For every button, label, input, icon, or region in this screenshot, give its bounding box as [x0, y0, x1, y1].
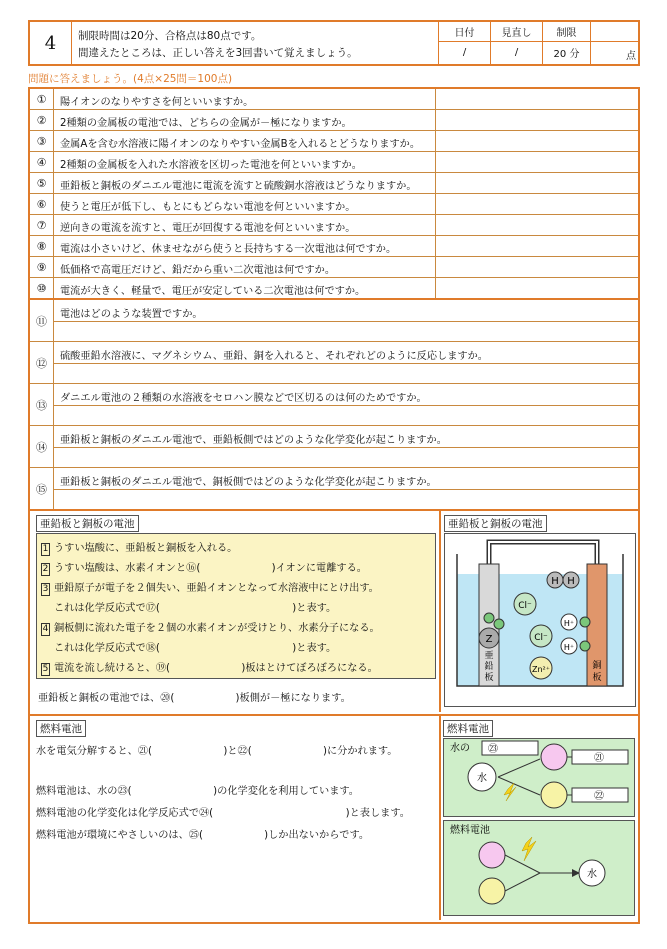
sheet-number: 4 — [30, 22, 72, 64]
question-row: ⑮ 亜鉛板と銅板のダニエル電池で、銅板側ではどのような化学変化が起こりますか。 — [30, 468, 638, 509]
answer-cell-8[interactable] — [435, 236, 638, 256]
instruction-text: 問題に答えましょう。(4点×25問＝100点) — [28, 73, 233, 85]
label-22: ㉒ — [594, 791, 604, 802]
h-atom-label-1: H — [551, 576, 559, 587]
date-header: 日付 — [438, 22, 490, 41]
header-instructions — [78, 28, 438, 62]
electrolysis-diagram — [443, 738, 635, 817]
question-row: ⑬ ダニエル電池の２種類の水溶液をセロハン膜などで区切るのは何のためですか。 — [30, 384, 638, 426]
answer-cell-4[interactable] — [435, 152, 638, 172]
label-21: ㉑ — [594, 753, 604, 764]
answer-cell-1[interactable] — [435, 89, 638, 109]
step-4: 4 銅板側に流れた電子を２個の水素イオンが受けとり、水素分子になる。 — [42, 623, 380, 634]
question-row: ⑪ 電池はどのような装置ですか。 — [30, 300, 638, 342]
limit-value: 20 分 — [542, 41, 590, 64]
question-row: ⑥ 使うと電圧が低下し、もとにもどらない電池を何といいますか。 — [30, 194, 638, 215]
fuel-line-2[interactable]: 燃料電池は、水の㉓( )の化学変化を利用しています。 — [36, 786, 359, 797]
answer-cell-10[interactable] — [435, 278, 638, 298]
battery-steps-box — [36, 533, 436, 679]
zinc-label-3: 板 — [484, 673, 494, 683]
points-label: 点 — [626, 51, 636, 62]
battery-diagram-svg — [445, 534, 635, 706]
answer-cell-13[interactable] — [54, 405, 638, 425]
answer-cell-14[interactable] — [54, 447, 638, 467]
question-row: ⑦ 逆向きの電流を流すと、電圧が回復する電池を何といいますか。 — [30, 215, 638, 236]
battery-diagram-title: 亜鉛板と銅板の電池 — [444, 515, 547, 532]
header-box — [28, 20, 640, 66]
step-5[interactable]: 5 電流を流し続けると、⑲( )板はとけてぼろぼろになる。 — [42, 663, 378, 674]
answer-cell-7[interactable] — [435, 215, 638, 235]
copper-label-2: 板 — [592, 673, 602, 683]
answer-cell-12[interactable] — [54, 363, 638, 383]
review-text: 間違えたところは、正しい答えを3回書いて覚えましょう。 — [78, 47, 358, 59]
water-label: 水 — [477, 773, 487, 784]
step-3: 3 亜鉛原子が電子を２個失い、亜鉛イオンとなって水溶液中にとけ出す。 — [42, 583, 379, 594]
answer-cell-3[interactable] — [435, 131, 638, 151]
question-row: ① 陽イオンのなりやすさを何といいますか。 — [30, 89, 638, 110]
answer-cell-6[interactable] — [435, 194, 638, 214]
question-row: ⑫ 硫酸亜鉛水溶液に、マグネシウム、亜鉛、銅を入れると、それぞれどのように反応しますか。 — [30, 342, 638, 384]
questions-box — [28, 87, 640, 511]
date-value[interactable]: / — [438, 41, 490, 64]
limit-header: 制限 — [542, 22, 590, 41]
fuel-diagram-title: 燃料電池 — [443, 720, 493, 737]
question-row: ⑭ 亜鉛板と銅板のダニエル電池で、亜鉛板側ではどのような化学変化が起こりますか。 — [30, 426, 638, 468]
fuel-line-3[interactable]: 燃料電池の化学変化は化学反応式で㉔( )と表します。 — [36, 808, 410, 819]
answer-cell-2[interactable] — [435, 110, 638, 130]
copper-label-1: 銅 — [592, 661, 602, 671]
cl-ion-label-2: Cl⁻ — [534, 633, 548, 643]
step-3-equation[interactable]: これは化学反応式で⑰( )と表す。 — [54, 603, 337, 614]
zinc-label-1: 亜 — [484, 651, 494, 661]
question-row: ⑧ 電流は小さいけど、休ませながら使うと長持ちする一次電池は何ですか。 — [30, 236, 638, 257]
question-row: ④ 2種類の金属板を入れた水溶液を区切った電池を何といいますか。 — [30, 152, 638, 173]
review-value[interactable]: / — [490, 41, 542, 64]
hplus-label-2: H⁺ — [563, 643, 575, 652]
hplus-label-1: H⁺ — [563, 619, 575, 628]
question-row: ⑨ 低価格で高電圧だけど、鉛だから重い二次電池は何ですか。 — [30, 257, 638, 278]
fuel-section — [28, 716, 640, 924]
battery-diagram — [444, 533, 636, 707]
step-2[interactable]: 2 うすい塩酸は、水素イオンと⑯( )イオンに電離する。 — [42, 563, 367, 574]
fuel-title: 燃料電池 — [36, 720, 86, 737]
question-row: ⑩ 電流が大きく、軽量で、電圧が安定している二次電池は何ですか。 — [30, 278, 638, 300]
cl-ion-label-1: Cl⁻ — [518, 601, 532, 611]
question-row: ② 2種類の金属板の電池では、どちらの金属が－極になりますか。 — [30, 110, 638, 131]
battery-section — [28, 511, 640, 716]
fuel-cell-diagram — [443, 820, 635, 916]
review-header: 見直し — [490, 22, 542, 41]
zn-ion-label: Zn²⁺ — [532, 665, 550, 674]
fuel-line-4[interactable]: 燃料電池が環境にやさしいのは、㉕( )しか出ないからです。 — [36, 830, 370, 841]
answer-cell-15[interactable] — [54, 489, 638, 508]
time-limit-text: 制限時間は20分、合格点は80点です。 — [78, 30, 262, 42]
battery-footer[interactable]: 亜鉛板と銅板の電池では、⑳( )板側が－極になります。 — [38, 693, 351, 704]
battery-title: 亜鉛板と銅板の電池 — [36, 515, 139, 532]
answer-cell-5[interactable] — [435, 173, 638, 193]
z-atom-label: Z — [485, 634, 493, 645]
zinc-label-2: 鉛 — [484, 662, 494, 672]
water-prefix: 水の — [450, 743, 470, 754]
fuel-diagram2-title: 燃料電池 — [450, 825, 490, 836]
h-atom-label-2: H — [567, 576, 575, 587]
step-4-equation[interactable]: これは化学反応式で⑱( )と表す。 — [54, 643, 337, 654]
answer-cell-9[interactable] — [435, 257, 638, 277]
question-row: ③ 金属Aを含む水溶液に陽イオンのなりやすい金属Bを入れるとどうなりますか。 — [30, 131, 638, 152]
step-1: 1 うすい塩酸に、亜鉛板と銅板を入れる。 — [42, 543, 238, 554]
question-row: ⑤ 亜鉛板と銅板のダニエル電池に電流を流すと硫酸銅水溶液はどうなりますか。 — [30, 173, 638, 194]
answer-cell-11[interactable] — [54, 321, 638, 341]
label-23: ㉓ — [488, 744, 498, 755]
water2-label: 水 — [587, 869, 597, 880]
score-grid — [438, 22, 638, 64]
fuel-line-1[interactable]: 水を電気分解すると、㉑( )と㉒( )に分かれます。 — [36, 746, 398, 757]
